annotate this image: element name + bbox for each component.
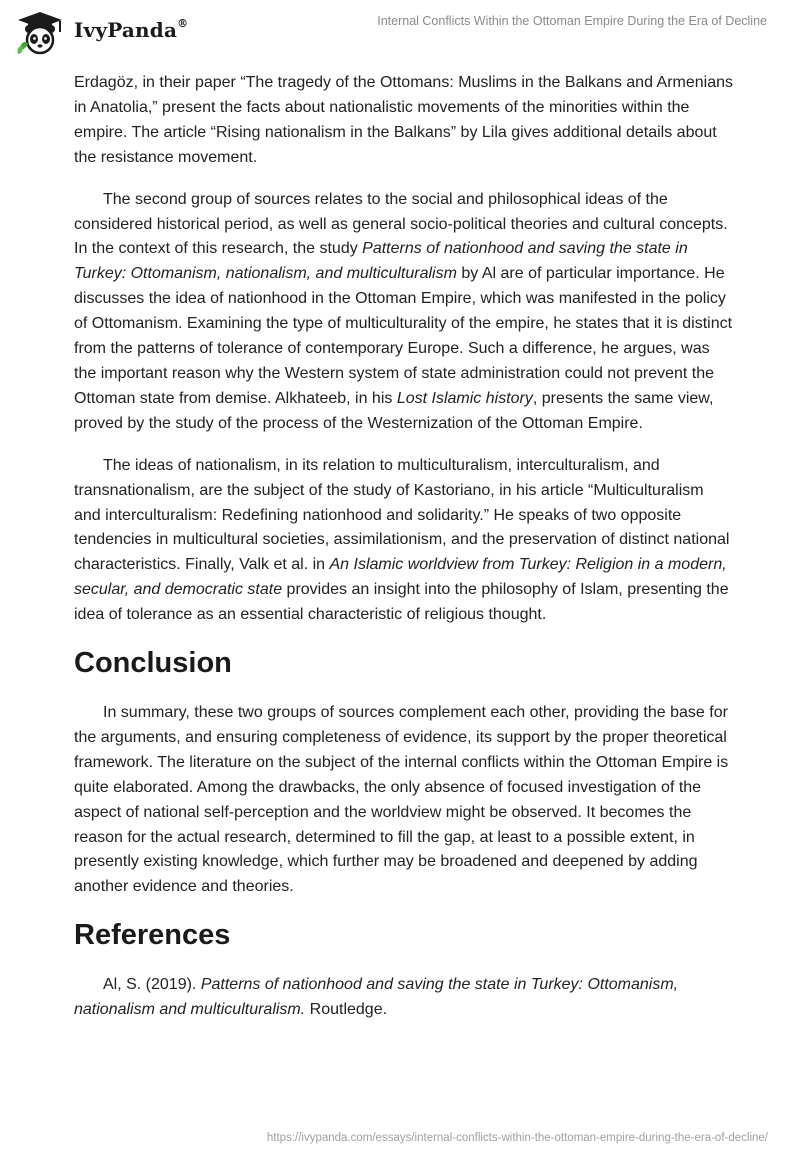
book-title: An Islamic worldview from Turkey: Religion in a modern, secular, and democratic state [74, 556, 727, 599]
paragraph-2: The second group of sources relates to the social and philosophical ideas of the considered historical period, as well as general socio-political theories and cultural concepts. In the context of this research, the study Patterns of nationhood and saving the state in Turkey: Ottomanism, nationalism, and multiculturalism by Al are of particular importance. He discusses the idea of nationhood in the Ottoman Empire, which was manifested in the policy of Ottomanism. Examining the type of multiculturality of the empire, he states that it is distinct from the patterns of tolerance of contemporary Europe. Such a difference, he argues, was the important reason why the Western system of state administration could not prevent the Ottoman state from demise. Alkhateeb, in his Lost Islamic history, presents the same view, proved by the study of the process of the Westernization of the Ottoman Empire. [74, 190, 733, 432]
source-url[interactable]: https://ivypanda.com/essays/internal-conflicts-within-the-ottoman-empire-during-the-era-of-decline/ [266, 1132, 768, 1144]
document-title: Internal Conflicts Within the Ottoman Empire During the Era of Decline [377, 14, 767, 28]
book-title: Patterns of nationhood and saving the state in Turkey: Ottomanism, nationalism, and multiculturalism [74, 240, 688, 283]
paragraph-1: Erdagöz, in their paper “The tragedy of the Ottomans: Muslims in the Balkans and Armenians in Anatolia,” present the facts about nationalistic movements of the minorities within the empire. The article “Rising nationalism in the Balkans” by Lila gives additional details about the resistance movement. [74, 74, 733, 166]
reference-entry: Al, S. (2019). Patterns of nationhood and saving the state in Turkey: Ottomanism, nationalism and multiculturalism. Routledge. [74, 976, 679, 1019]
reference-title: Patterns of nationhood and saving the state in Turkey: Ottomanism, nationalism and multiculturalism. [74, 976, 679, 1019]
references-heading: References [74, 919, 231, 952]
page-header [0, 0, 800, 68]
panda-graduate-icon [14, 10, 70, 56]
conclusion-heading: Conclusion [74, 647, 232, 680]
paragraph-conclusion: In summary, these two groups of sources complement each other, providing the base for the arguments, and ensuring completeness of evidence, its support by the proper theoretical framework. The literature on the subject of the internal conflicts within the Ottoman Empire is quite elaborated. Among the drawbacks, the only absence of focused investigation of the aspect of national self-perception and the worldview might be observed. It becomes the reason for the actual research, determined to fill the gap, at least to a possible extent, in presently existing knowledge, which further may be broadened and deepened by adding another evidence and theories. [74, 704, 729, 896]
paragraph-3: The ideas of nationalism, in its relation to multiculturalism, interculturalism, and transnationalism, are the subject of the study of Kastoriano, in his article “Multiculturalism and interculturalism: Redefining nationhood and solidarity.” He speaks of two opposite tendencies in multicultural societies, assimilationism, and the preservation of distinct national characteristics. Finally, Valk et al. in An Islamic worldview from Turkey: Religion in a modern, secular, and democratic state provides an insight into the philosophy of Islam, presenting the idea of tolerance as an essential characteristic of religious thought. [74, 456, 730, 624]
brand-name: IvyPanda® [74, 17, 189, 42]
book-title: Lost Islamic history [396, 389, 533, 407]
essay-content [74, 71, 734, 1040]
ivypanda-logo[interactable] [14, 10, 204, 56]
